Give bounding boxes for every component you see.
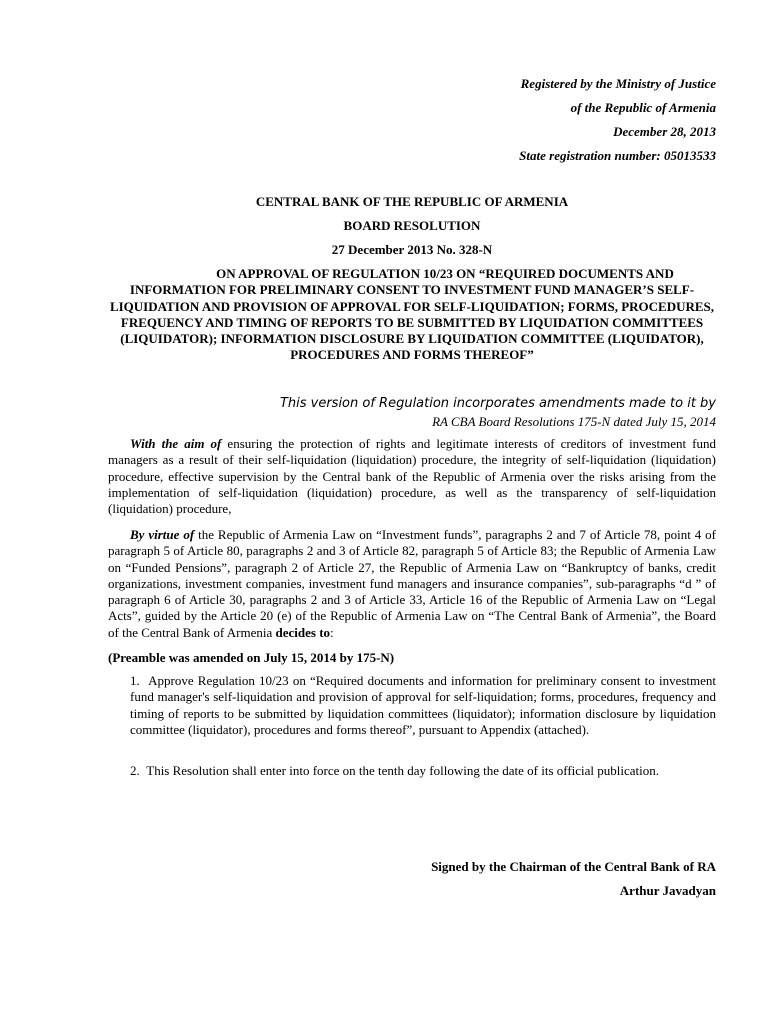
registration-date: December 28, 2013 — [613, 124, 716, 139]
decides-to: decides to — [275, 624, 331, 640]
preamble-lead: By virtue of — [130, 527, 195, 542]
issuing-organization: CENTRAL BANK OF THE REPUBLIC OF ARMENIA — [255, 194, 569, 209]
registration-line: of the Republic of Armenia — [570, 100, 716, 115]
item-number: 1. — [130, 673, 140, 688]
resolution-title: ON APPROVAL OF REGULATION 10/23 ON “REQUIRED DOCUMENTS AND INFORMATION FOR PRELIMINARY CONSENT TO INVESTMENT FUND MANAGER’S SELF-LIQUIDATION AND PROVISION OF APPROVAL FOR SELF-LIQUIDATION; FORMS, PROCEDURES, FREQUENCY AND TIMING OF REPORTS TO BE SUBMITTED BY LIQUIDATION COMMITTEES (LIQUIDATOR); INFORMATION DISCLOSURE BY LIQUIDATION COMMITTEE (LIQUIDATOR), PROCEDURES AND FORMS THEREOF” — [109, 266, 715, 363]
preamble-paragraph-legal-basis — [108, 527, 716, 641]
document-type: BOARD RESOLUTION — [343, 218, 481, 233]
preamble-text: ensuring the protection of rights and legitimate interests of creditors of investment fund managers as a result of their self-liquidation (liquidation) procedure, the integrity of self-liquidation (liquidation) procedure, effective supervision by the Central bank of the Republic of Armenia over the risks arising from the implementation of self-liquidation (liquidation) procedure, as well as the transparency of self-liquidation (liquidation) procedure, — [108, 436, 716, 517]
resolution-item — [130, 763, 716, 779]
resolution-item — [130, 673, 716, 738]
item-text: This Resolution shall enter into force on the tenth day following the date of its official publication. — [146, 763, 660, 778]
preamble-paragraph-aim — [108, 436, 716, 517]
registration-number: State registration number: 05013533 — [519, 148, 716, 163]
signature-name: Arthur Javadyan — [619, 883, 716, 898]
version-note: This version of Regulation incorporates amendments made to it by — [279, 396, 716, 411]
registration-line: Registered by the Ministry of Justice — [520, 76, 716, 91]
item-text: Approve Regulation 10/23 on “Required documents and information for preliminary consent to investment fund manager's self-liquidation and provision of approval for self-liquidation; forms, procedures, frequency and timing of reports to be submitted by liquidation committees (liquidator); information disclosure by liquidation committee (liquidator), procedures and forms thereof”, pursuant to Appendix (attached). — [130, 673, 717, 737]
preamble-lead: With the aim of — [130, 436, 222, 451]
preamble-text: the Republic of Armenia Law on “Investment funds”, paragraphs 2 and 7 of Article 78, point 4 of paragraph 5 of Article 80, paragraphs 2 and 3 of Article 82, paragraph 5 of Article 83; the Republic of Armenia Law on “Funded Pensions”, paragraph 2 of Article 27, the Republic of Armenia Law on “Bankruptcy of banks, credit organizations, investment companies, investment fund managers and insurance companies”, sub-paragraphs “d ” of paragraph 6 of Article 30, paragraphs 2 and 3 of Article 33, Article 16 of the Republic of Armenia Law on “Legal Acts”, guided by the Article 20 (e) of the Republic of Armenia Law on “The Central Bank of Armenia”, the Board of the Central Bank of Armenia — [108, 527, 716, 640]
version-note-reference: RA CBA Board Resolutions 175-N dated July 15, 2014 — [432, 414, 716, 429]
resolution-date-number: 27 December 2013 No. 328-N — [331, 242, 493, 257]
item-number: 2. — [130, 763, 140, 778]
preamble-end: : — [330, 624, 334, 640]
signature-title: Signed by the Chairman of the Central Bank of RA — [431, 859, 716, 874]
registration-block — [519, 72, 716, 168]
amendment-note: (Preamble was amended on July 15, 2014 by 175-N) — [108, 650, 395, 665]
